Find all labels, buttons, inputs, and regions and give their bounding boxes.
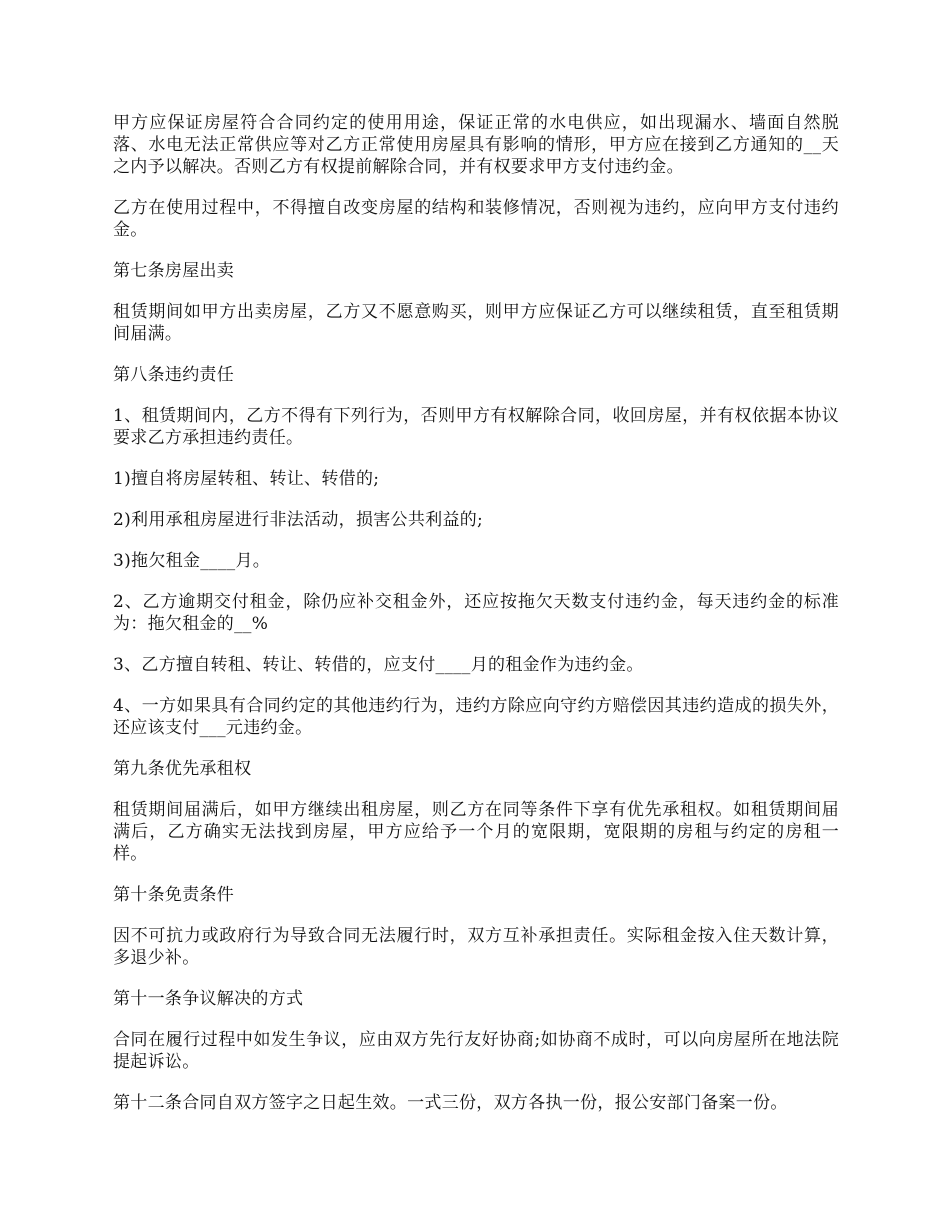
paragraph-breach-3: 3、乙方擅自转租、转让、转借的，应支付____月的租金作为违约金。 [113,655,644,675]
paragraph-house-sale: 租赁期间如甲方出卖房屋，乙方又不愿意购买，则甲方应保证乙方可以继续租赁，直至租赁期间届满。 [113,302,839,344]
paragraph-priority-lease: 租赁期间届满后，如甲方继续出租房屋，则乙方在同等条件下享有优先承租权。如租赁期间届满后，乙方确实无法找到房屋，甲方应给予一个月的宽限期，宽限期的房租与约定的房租一样。 [113,800,839,864]
paragraph-breach-4: 4、一方如果具有合同约定的其他违约行为，违约方除应向守约方赔偿因其违约造成的损失外，还应该支付___元违约金。 [113,696,839,738]
heading-article-10: 第十条免责条件 [113,885,235,905]
heading-article-9: 第九条优先承租权 [113,759,252,779]
list-item-rent-arrears: 3)拖欠租金____月。 [113,551,271,571]
heading-article-8: 第八条违约责任 [113,365,235,385]
paragraph-breach-2: 2、乙方逾期交付租金，除仍应补交租金外，还应按拖欠天数支付违约金，每天违约金的标准为：拖欠租金的__% [113,592,839,634]
paragraph-exemption: 因不可抗力或政府行为导致合同无法履行时，双方互补承担责任。实际租金按入住天数计算，多退少补。 [113,926,839,968]
list-item-illegal-use: 2)利用承租房屋进行非法活动，损害公共利益的; [113,510,484,530]
document-body [113,112,839,1133]
heading-article-7: 第七条房屋出卖 [113,261,235,281]
paragraph-breach-1: 1、租赁期间内，乙方不得有下列行为，否则甲方有权解除合同，收回房屋，并有权依据本协议要求乙方承担违约责任。 [113,406,839,448]
paragraph-no-alteration: 乙方在使用过程中，不得擅自改变房屋的结构和装修情况，否则视为违约，应向甲方支付违约金。 [113,198,839,240]
list-item-sublet: 1)擅自将房屋转租、转让、转借的; [113,469,380,489]
paragraph-repair-obligation: 甲方应保证房屋符合合同约定的使用用途，保证正常的水电供应，如出现漏水、墙面自然脱落、水电无法正常供应等对乙方正常使用房屋具有影响的情形，甲方应在接到乙方通知的__天之内予以解决。否则乙方有权提前解除合同，并有权要求甲方支付违约金。 [113,113,839,177]
paragraph-dispute: 合同在履行过程中如发生争议，应由双方先行友好协商;如协商不成时，可以向房屋所在地法院提起诉讼。 [113,1030,839,1072]
heading-article-11: 第十一条争议解决的方式 [113,989,304,1009]
paragraph-article-12: 第十二条合同自双方签字之日起生效。一式三份，双方各执一份，报公安部门备案一份。 [113,1093,788,1113]
